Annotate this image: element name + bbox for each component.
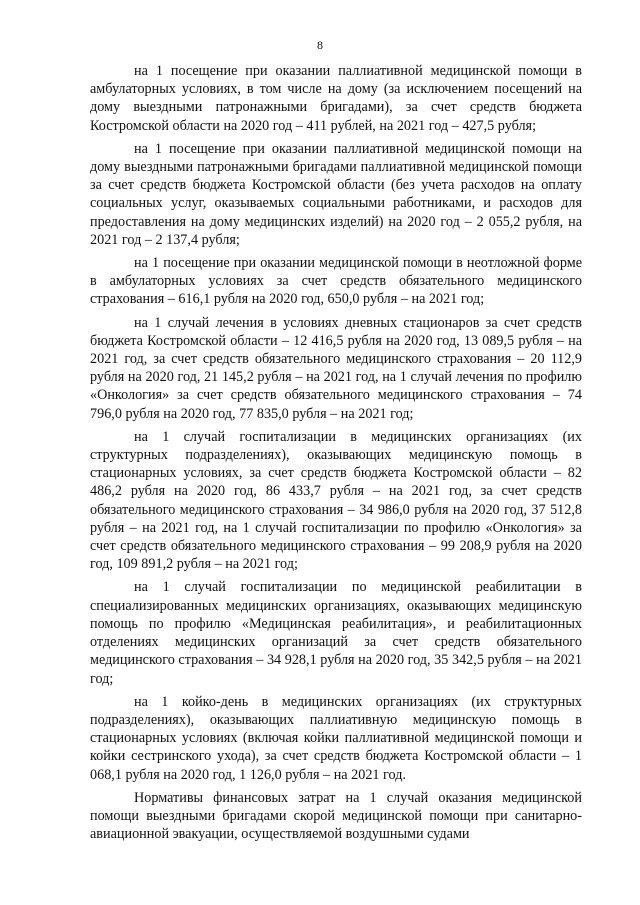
document-body — [90, 62, 582, 848]
paragraph-day-hospital-case: на 1 случай лечения в условиях дневных стационаров за счет средств бюджета Костромской области – 12 416,5 рубля на 2020 год, 13 089,5 рубля – на 2021 год, за счет средств обязательного медицинского страхования – 20 112,9 рубля на 2020 год, 21 145,2 рубля – на 2021 год, на 1 случай лечения по профилю «Онкология» за счет средств обязательного медицинского страхования – 74 796,0 рубля на 2020 год, 77 835,0 рубля – на 2021 год; — [90, 314, 582, 422]
paragraph-hospitalization-case: на 1 случай госпитализации в медицинских организациях (их структурных подразделениях), оказывающих медицинскую помощь в стационарных условиях, за счет средств бюджета Костромской области – 82 486,2 рубля на 2020 год, 86 433,7 рубля – на 2021 год, за счет средств обязательного медицинского страхования – 34 986,0 рубля на 2020 год, 37 512,8 рубля – на 2021 год, на 1 случай госпитализации по профилю «Онкология» за счет средств обязательного медицинского страхования – 99 208,9 рубля на 2020 год, 109 891,2 рубля – на 2021 год; — [90, 428, 582, 573]
paragraph-urgent-ambulatory-visit: на 1 посещение при оказании медицинской помощи в неотложной форме в амбулаторных условиях за счет средств обязательного медицинского страхования – 616,1 рубля на 2020 год, 650,0 рубля – на 2021 год; — [90, 255, 582, 308]
paragraph-bed-day: на 1 койко-день в медицинских организациях (их структурных подразделениях), оказывающих паллиативную медицинскую помощь в стационарных условиях (включая койки паллиативной медицинской помощи и койки сестринского ухода), за счет средств бюджета Костромской области – 1 068,1 рубля на 2020 год, 1 126,0 рубля – на 2021 год. — [90, 693, 582, 783]
paragraph-palliative-ambulatory-visit: на 1 посещение при оказании паллиативной медицинской помощи в амбулаторных условиях, в том числе на дому (за исключением посещений на дому выездными патронажными бригадами), за счет средств бюджета Костромской области на 2020 год – 411 рублей, на 2021 год – 427,5 рубля; — [90, 63, 582, 134]
paragraph-rehabilitation-case: на 1 случай госпитализации по медицинской реабилитации в специализированных медицинских организациях, оказывающих медицинскую помощь по профилю «Медицинская реабилитация», и реабилитационных отделениях медицинских организаций за счет средств обязательного медицинского страхования – 34 928,1 рубля на 2020 год, 35 342,5 рубля – на 2021 год; — [90, 579, 582, 687]
page-number: 8 — [317, 38, 323, 52]
paragraph-air-ambulance: Нормативы финансовых затрат на 1 случай оказания медицинской помощи выездными бригадами скорой медицинской помощи при санитарно-авиационной эвакуации, осуществляемой воздушными судами — [90, 789, 582, 843]
paragraph-palliative-home-visit: на 1 посещение при оказании паллиативной медицинской помощи на дому выездными патронажными бригадами паллиативной медицинской помощи за счет средств бюджета Костромской области (без учета расходов на оплату социальных услуг, оказываемых социальными работниками, и расходов для предоставления на дому медицинских изделий) на 2020 год – 2 055,2 рубля, на 2021 год – 2 137,4 рубля; — [90, 140, 582, 248]
